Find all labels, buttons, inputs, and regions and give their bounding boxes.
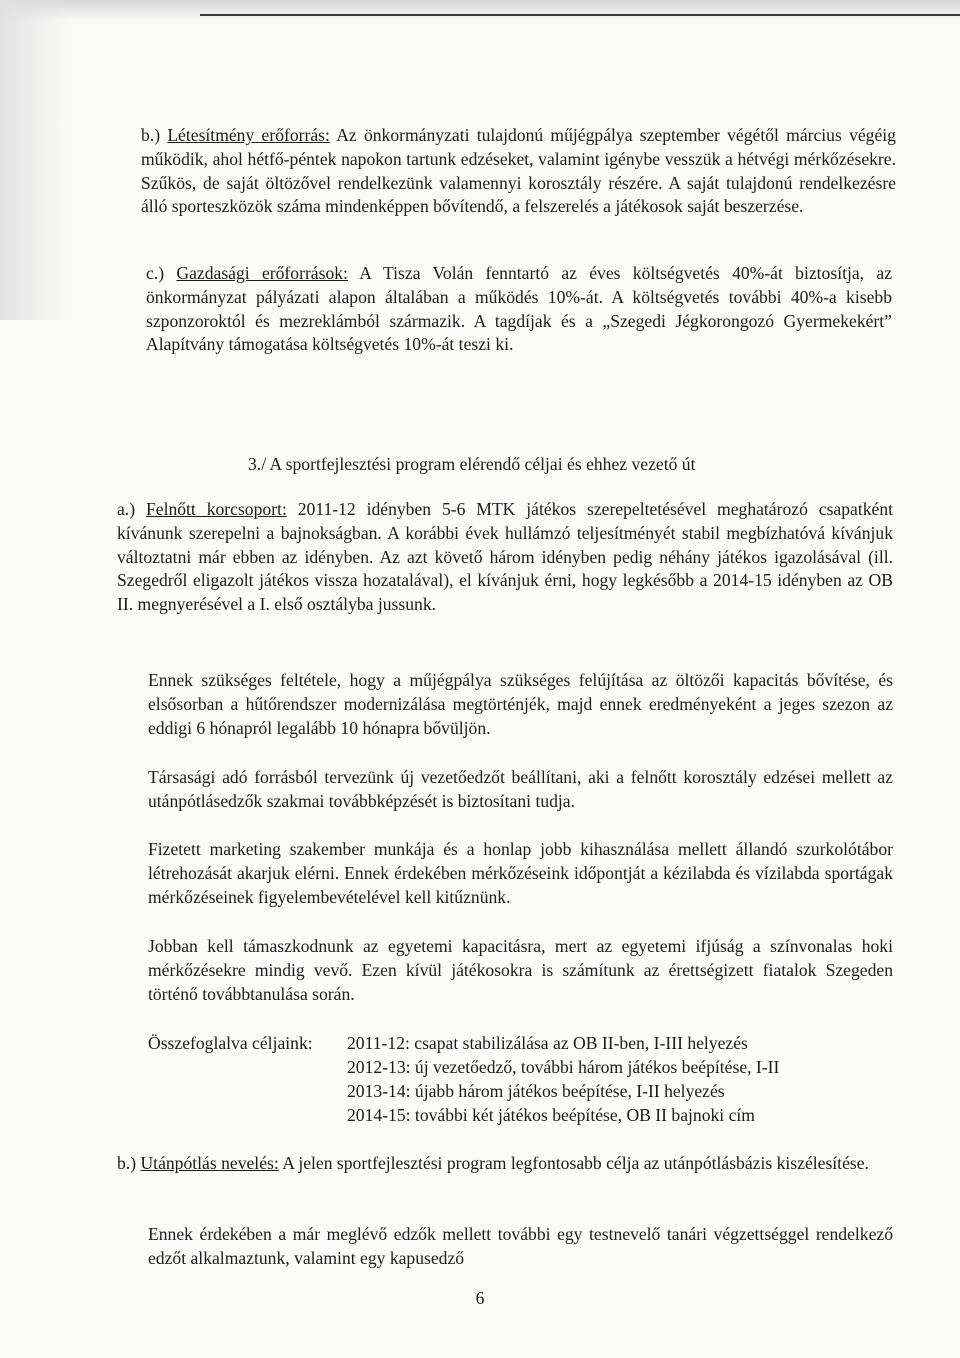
section-title: Gazdasági erőforrások: xyxy=(176,263,348,283)
chapter-heading: 3./ A sportfejlesztési program elérendő céljai és ehhez vezető út xyxy=(248,454,696,474)
section-text: A Tisza Volán fenntartó az éves költségvetés 40%-át biztosítja, az önkormányzat pályázati alapon általában a működés 10%-át. A költségvetés további 40%-a kisebb szponzoroktól és mezreklámból származik. A tagdíjak és a „Szegedi Jégkorongozó Gyermekekért” Alapítvány támogatása költségvetés 10%-át teszi ki. xyxy=(146,263,892,355)
section-label: b.) xyxy=(117,1153,137,1173)
scan-top-rule xyxy=(200,14,960,16)
paragraph-feltetel: Ennek szükséges feltétele, hogy a műjégpálya szükséges felújítása az öltözői kapacitás bővítése, és elsősorban a hűtőrendszer modernizálása megtörténjék, majd ennek eredményeként a jeges szezon az eddigi 6 hónapról legalább 10 hónapra bővüljön. xyxy=(148,670,893,738)
section-label: b.) xyxy=(141,125,161,145)
summary-row: 2012-13: új vezetőedző, további három játékos beépítése, I-II xyxy=(347,1057,780,1077)
section-text: A jelen sportfejlesztési program legfontosabb célja az utánpótlásbázis kiszélesítése. xyxy=(282,1153,869,1173)
summary-row: 2011-12: csapat stabilizálása az OB II-ben, I-III helyezés xyxy=(347,1033,748,1053)
summary-row: 2014-15: további két játékos beépítése, OB II bajnoki cím xyxy=(347,1105,755,1125)
section-text: Az önkormányzati tulajdonú műjégpálya szeptember végétől március végéig működik, ahol hétfő-péntek napokon tartunk edzéseket, valamint igénybe vesszük a hétvégi mérkőzésekre. Szűkös, de saját öltözővel rendelkezünk valamennyi korosztály részére. A saját tulajdonú rendelkezésre álló sporteszközök száma mindenképpen bővítendő, a felszerelés a játékosok saját beszerzése. xyxy=(141,125,896,217)
section-title: Felnőtt korcsoport: xyxy=(145,499,287,519)
section-letesitmeny xyxy=(141,124,896,219)
section-gazdasagi xyxy=(146,262,892,357)
summary-label: Összefoglalva céljaink: xyxy=(148,1033,313,1053)
summary-row: 2013-14: újabb három játékos beépítése, I-II helyezés xyxy=(347,1081,725,1101)
scan-left-shadow xyxy=(0,0,70,320)
section-text: 2011-12 idényben 5-6 MTK játékos szerepeltetésével meghatározó csapatként kívánunk szerepelni a bajnokságban. A korábbi évek hullámzó teljesítményét stabil megbízhatóvá kívánjuk változtatni már ebben az idényben. Az azt követő három idényben pedig néhány játékos igazolásával (ill. Szegedről eligazolt játékos vissza hozatalával), el kívánjuk érni, hogy legkésőbb a 2014-15 idényben az OB II. megnyerésével a I. első osztályba jussunk. xyxy=(117,499,894,615)
paragraph-marketing: Fizetett marketing szakember munkája és a honlap jobb kihasználása mellett állandó szurkolótábor létrehozását akarjuk elérni. Ennek érdekében mérkőzéseink időpontját a kézilabda és vízilabda sportágak mérkőzéseinek figyelembevételével kell kitűznünk. xyxy=(148,839,893,907)
scan-top-shadow xyxy=(0,0,960,22)
section-title: Létesítmény erőforrás: xyxy=(167,125,330,145)
section-title: Utánpótlás nevelés: xyxy=(140,1153,279,1173)
section-felnott xyxy=(117,498,893,617)
section-utanpotlas xyxy=(117,1152,893,1176)
section-label: c.) xyxy=(146,263,165,283)
section-label: a.) xyxy=(117,499,136,519)
paragraph-egyetem: Jobban kell támaszkodnunk az egyetemi kapacitásra, mert az egyetemi ifjúság a színvonalas hoki mérkőzésekre mindig vevő. Ezen kívül játékosokra is számítunk az érettségizett fiatalok Szegeden történő továbbtanulása során. xyxy=(148,936,893,1004)
paragraph-edzok: Ennek érdekében a már meglévő edzők mellett további egy testnevelő tanári végzettséggel rendelkező edzőt alkalmaztunk, valamint egy kapusedző xyxy=(148,1224,893,1268)
page-number: 6 xyxy=(475,1288,485,1308)
paragraph-tarsasagi-ado: Társasági adó forrásból tervezünk új vezetőedzőt beállítani, aki a felnőtt korosztály edzései mellett az utánpótlásedzők szakmai továbbképzését is biztosítani tudja. xyxy=(148,767,893,811)
